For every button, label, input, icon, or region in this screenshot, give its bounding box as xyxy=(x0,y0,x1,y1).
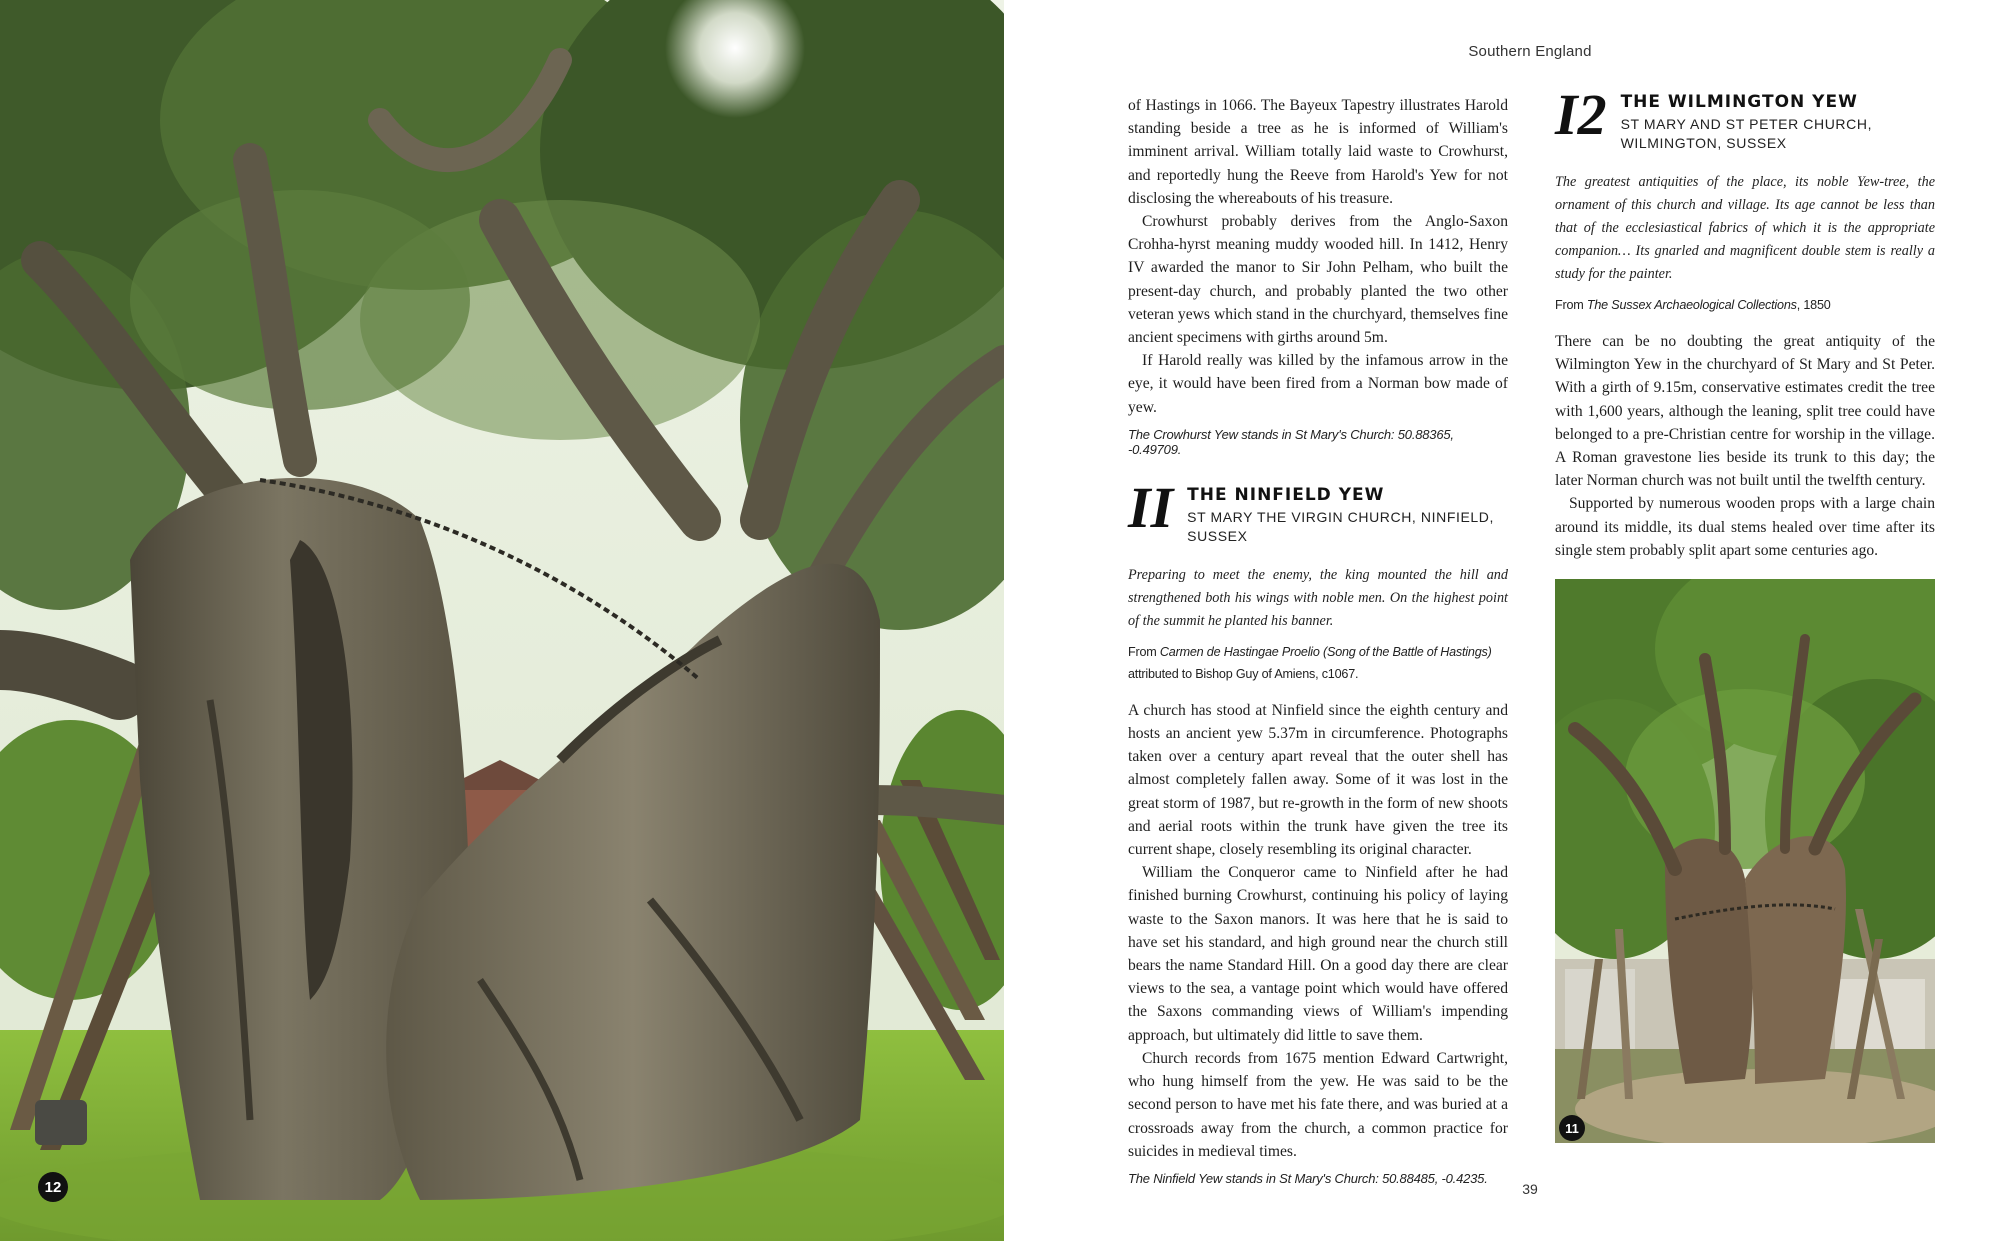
wilmington-quote: The greatest antiquities of the place, its noble Yew-tree, the ornament of this church and village. Its age cannot be less than that of the ecclesiastical fabrics of which it is the appropriate companion… Its gnarled and magnificent double stem is really a study for the painter. xyxy=(1555,174,1935,282)
attribution-suffix: , 1850 xyxy=(1796,298,1831,312)
photo-number-badge: 12 xyxy=(38,1172,68,1202)
ninfield-entry-number: II xyxy=(1128,474,1174,540)
attribution-suffix: attributed to Bishop Guy of Amiens, c1067. xyxy=(1128,666,1359,681)
ninfield-heading xyxy=(1128,474,1508,546)
ninfield-quote: Preparing to meet the enemy, the king mounted the hill and strengthened both his wings with noble men. On the highest point of the summit he planted his banner. xyxy=(1128,566,1508,629)
wilmington-attribution xyxy=(1555,294,1935,316)
column-left xyxy=(1128,94,1508,1186)
wilmington-entry-number: I2 xyxy=(1555,82,1607,147)
attribution-prefix: From xyxy=(1128,644,1160,659)
attribution-prefix: From xyxy=(1555,298,1587,312)
wilmington-subtitle: ST MARY AND ST PETER CHURCH, WILMINGTON, SUSSEX xyxy=(1620,116,1873,151)
attribution-work: The Sussex Archaeological Collections xyxy=(1586,298,1797,312)
wilmington-title: THE WILMINGTON YEW xyxy=(1620,92,1858,112)
page-number: 39 xyxy=(1522,1181,1538,1197)
crowhurst-paragraph-2: Crowhurst probably derives from the Anglo-Saxon Crohha-hyrst meaning muddy wooded hill. In 1412, Henry IV awarded the manor to Sir John Pelham, who built the present-day church, and probably planted the two other veteran yews which stand in the churchyard, themselves fine ancient specimens with girths around 5m. xyxy=(1128,213,1508,347)
ninfield-paragraph-1: A church has stood at Ninfield since the eighth century and hosts an ancient yew 5.37m in circumference. Photographs taken over a century apart reveal that the outer shell has almost completely fallen away. Some of it was lost in the great storm of 1987, but re-growth in the form of new shoots and aerial roots within the trunk have given the tree its current shape, closely resembling its original character. xyxy=(1128,701,1508,859)
photo-number-badge: 11 xyxy=(1559,1115,1585,1141)
attribution-work: Carmen de Hastingae Proelio (Song of the Battle of Hastings) xyxy=(1159,644,1492,659)
wilmington-paragraph-2: Supported by numerous wooden props with a large chain around its middle, its dual stems healed over time after its single stem probably split apart some centuries ago. xyxy=(1555,495,1935,559)
ninfield-attribution xyxy=(1128,641,1508,685)
crowhurst-paragraph-1: of Hastings in 1066. The Bayeux Tapestry illustrates Harold standing beside a tree as he is informed of William's imminent arrival. William totally laid waste to Crowhurst, and reportedly hung the Reeve from Harold's Yew for not disclosing the whereabouts of his treasure. xyxy=(1128,97,1508,207)
ninfield-location: The Ninfield Yew stands in St Mary's Church: 50.88485, -0.4235. xyxy=(1128,1170,1488,1186)
ninfield-paragraph-2: William the Conqueror came to Ninfield after he had finished burning Crowhurst, continuing his policy of laying waste to the Saxon manors. It was here that he is said to have set his standard, and high ground near the church still bears the name Standard Hill. On a good day there are clear views to the sea, a vantage point which would have offered the Saxons commanding views of William's impending approach, but ultimately did little to save them. xyxy=(1128,864,1508,1044)
column-right xyxy=(1555,82,1935,562)
wilmington-heading xyxy=(1555,82,1935,153)
crowhurst-paragraph-3: If Harold really was killed by the infamous arrow in the eye, it would have been fired from a Norman bow made of yew. xyxy=(1128,352,1508,416)
ninfield-title: THE NINFIELD YEW xyxy=(1187,484,1385,505)
ninfield-yew-photo xyxy=(1555,579,1935,1143)
ninfield-paragraph-3: Church records from 1675 mention Edward Cartwright, who hung himself from the yew. He was said to be the second person to have met his fate there, and was buried at a crossroads away from the church, a common practice for suicides in medieval times. xyxy=(1128,1049,1508,1160)
ninfield-subtitle: ST MARY THE VIRGIN CHURCH, NINFIELD, SUSSEX xyxy=(1187,508,1494,544)
crowhurst-location: The Crowhurst Yew stands in St Mary's Church: 50.88365, -0.49709. xyxy=(1128,426,1454,457)
running-head: Southern England xyxy=(1468,43,1592,60)
wilmington-paragraph-1: There can be no doubting the great antiquity of the Wilmington Yew in the churchyard of St Mary and St Peter. With a girth of 9.15m, conservative estimates credit the tree with 1,600 years, although the leaning, split tree could have belonged to a pre-Christian centre for worship in the village. A Roman gravestone lies beside its trunk to this day; the later Norman church was not built until the twelfth century. xyxy=(1555,333,1935,490)
